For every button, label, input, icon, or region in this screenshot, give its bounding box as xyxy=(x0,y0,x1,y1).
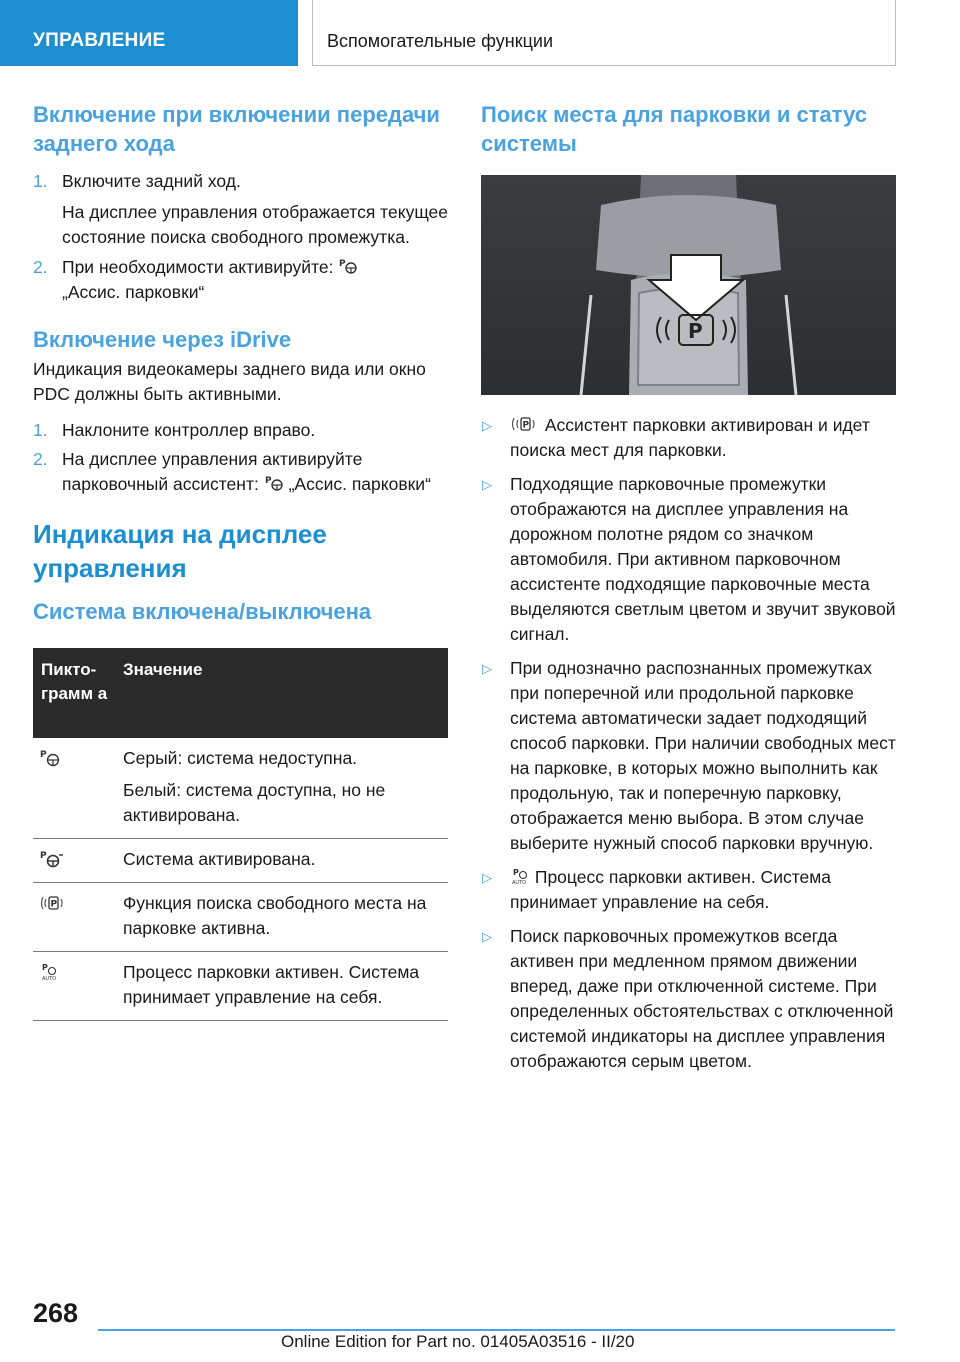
table-row xyxy=(33,883,448,952)
step-text: На дисплее управления активируйте парковочный ассистент: xyxy=(62,449,363,494)
step-number: 1. xyxy=(33,420,48,440)
parking-assistant-icon xyxy=(264,474,284,492)
bullet-triangle-icon: ▷ xyxy=(482,661,492,676)
bullet-triangle-icon: ▷ xyxy=(482,870,492,885)
bullet-triangle-icon: ▷ xyxy=(482,477,492,492)
heading-on-off: Система включена/выключена xyxy=(33,599,372,624)
row-meaning: Система активирована. xyxy=(123,849,316,869)
row-meaning: Белый: система доступна, но не активирована. xyxy=(123,780,386,825)
row-meaning: Серый: система недоступна. xyxy=(123,748,358,768)
table-row xyxy=(33,952,448,1021)
svg-text:P: P xyxy=(513,868,519,877)
footer-divider xyxy=(98,1329,895,1331)
svg-text:P: P xyxy=(522,420,530,431)
parking-display-image xyxy=(481,175,896,395)
parking-auto-icon xyxy=(39,962,65,982)
table-header xyxy=(33,648,448,738)
chapter-title: Вспомогательные функции xyxy=(312,0,896,66)
bullet-item xyxy=(481,656,901,856)
svg-text:P: P xyxy=(339,259,346,269)
bullet-triangle-icon: ▷ xyxy=(482,929,492,944)
step-detail: На дисплее управления отображается текущее состояние поиска свободного промежутка. xyxy=(62,202,448,247)
bullet-item xyxy=(481,924,901,1074)
svg-text:P: P xyxy=(50,899,58,910)
page-number: 268 xyxy=(33,1298,79,1328)
idrive-step-1 xyxy=(33,418,448,443)
footer-edition: Online Edition for Part no. 01405A03516 - II/20 xyxy=(281,1332,635,1351)
idrive-step-2 xyxy=(33,447,448,497)
step-text-cont: „Ассис. парковки“ xyxy=(288,474,431,494)
step-number: 1. xyxy=(33,171,48,191)
bullet-text: Процесс парковки активен. Система принимает управление на себя. xyxy=(510,867,832,912)
svg-text:AUTO: AUTO xyxy=(42,976,57,982)
section-title: УПРАВЛЕНИЕ xyxy=(0,0,298,66)
step-text: Наклоните контроллер вправо. xyxy=(62,420,316,440)
row-meaning: Процесс парковки активен. Система принимает управление на себя. xyxy=(123,962,420,1007)
bullet-item xyxy=(481,472,901,647)
parking-assistant-icon xyxy=(39,748,65,768)
right-column xyxy=(481,100,901,1074)
parking-assistant-icon xyxy=(338,257,358,275)
svg-text:P: P xyxy=(688,319,703,343)
heading-display: Индикация на дисплее управления xyxy=(33,519,327,583)
bullet-item xyxy=(481,413,901,463)
bullet-triangle-icon: ▷ xyxy=(482,418,492,433)
parking-assistant-active-icon xyxy=(39,849,65,869)
bullet-text: Ассистент парковки активирован и идет поиска мест для парковки. xyxy=(510,415,870,460)
step-text: Включите задний ход. xyxy=(62,171,241,191)
bullet-text: Подходящие парковочные промежутки отображаются на дисплее управления на дорожном полотне рядом со значком автомобиля. При активном парковочном ассистенте подходящие парковочные места выделяются светлым цветом и звучит звуковой сигнал. xyxy=(510,474,896,644)
heading-reverse-gear: Включение при включении передачи заднего хода xyxy=(33,102,440,156)
svg-text:P: P xyxy=(40,851,47,861)
svg-text:P: P xyxy=(42,963,48,972)
bullet-text: Поиск парковочных промежутков всегда активен при медленном прямом движении вперед, даже при отключенной системе. При определенных обстоятельствах с отключенной системой индикаторы на дисплее управления отображаются серым цветом. xyxy=(510,926,894,1071)
idrive-intro: Индикация видеокамеры заднего вида или окно PDC должны быть активными. xyxy=(33,359,426,404)
heading-search-status: Поиск места для парковки и статус системы xyxy=(481,102,868,156)
bullet-item xyxy=(481,865,901,915)
reverse-step-2 xyxy=(33,255,448,305)
table-row xyxy=(33,839,448,883)
parking-search-icon xyxy=(510,415,540,433)
svg-text:P: P xyxy=(264,476,272,486)
step-number: 2. xyxy=(33,257,48,277)
table-row xyxy=(33,738,448,839)
svg-text:P: P xyxy=(40,750,47,760)
column-header-meaning: Значение xyxy=(123,660,203,679)
parking-search-icon xyxy=(39,893,65,913)
step-text-cont: „Ассис. парковки“ xyxy=(62,282,205,302)
page-header xyxy=(0,0,960,66)
reverse-step-1 xyxy=(33,169,448,250)
left-column xyxy=(33,100,448,1021)
step-number: 2. xyxy=(33,449,48,469)
parking-auto-icon xyxy=(510,867,530,885)
bullet-text: При однозначно распознанных промежутках при поперечной или продольной парковке система автоматически задает подходящий способ парковки. При наличии свободных мест на парковке, в которых можно выполнить как продольную, так и поперечную парковку, отображается меню выбора. В этом случае выберите нужный способ парковки вручную. xyxy=(510,658,896,853)
column-header-pictogram: Пикто-грамм а xyxy=(41,660,108,703)
step-text: При необходимости активируйте: xyxy=(62,257,334,277)
heading-idrive: Включение через iDrive xyxy=(33,327,292,352)
row-meaning: Функция поиска свободного места на парковке активна. xyxy=(123,893,427,938)
pictogram-table xyxy=(33,648,448,1021)
svg-text:AUTO: AUTO xyxy=(512,880,527,885)
